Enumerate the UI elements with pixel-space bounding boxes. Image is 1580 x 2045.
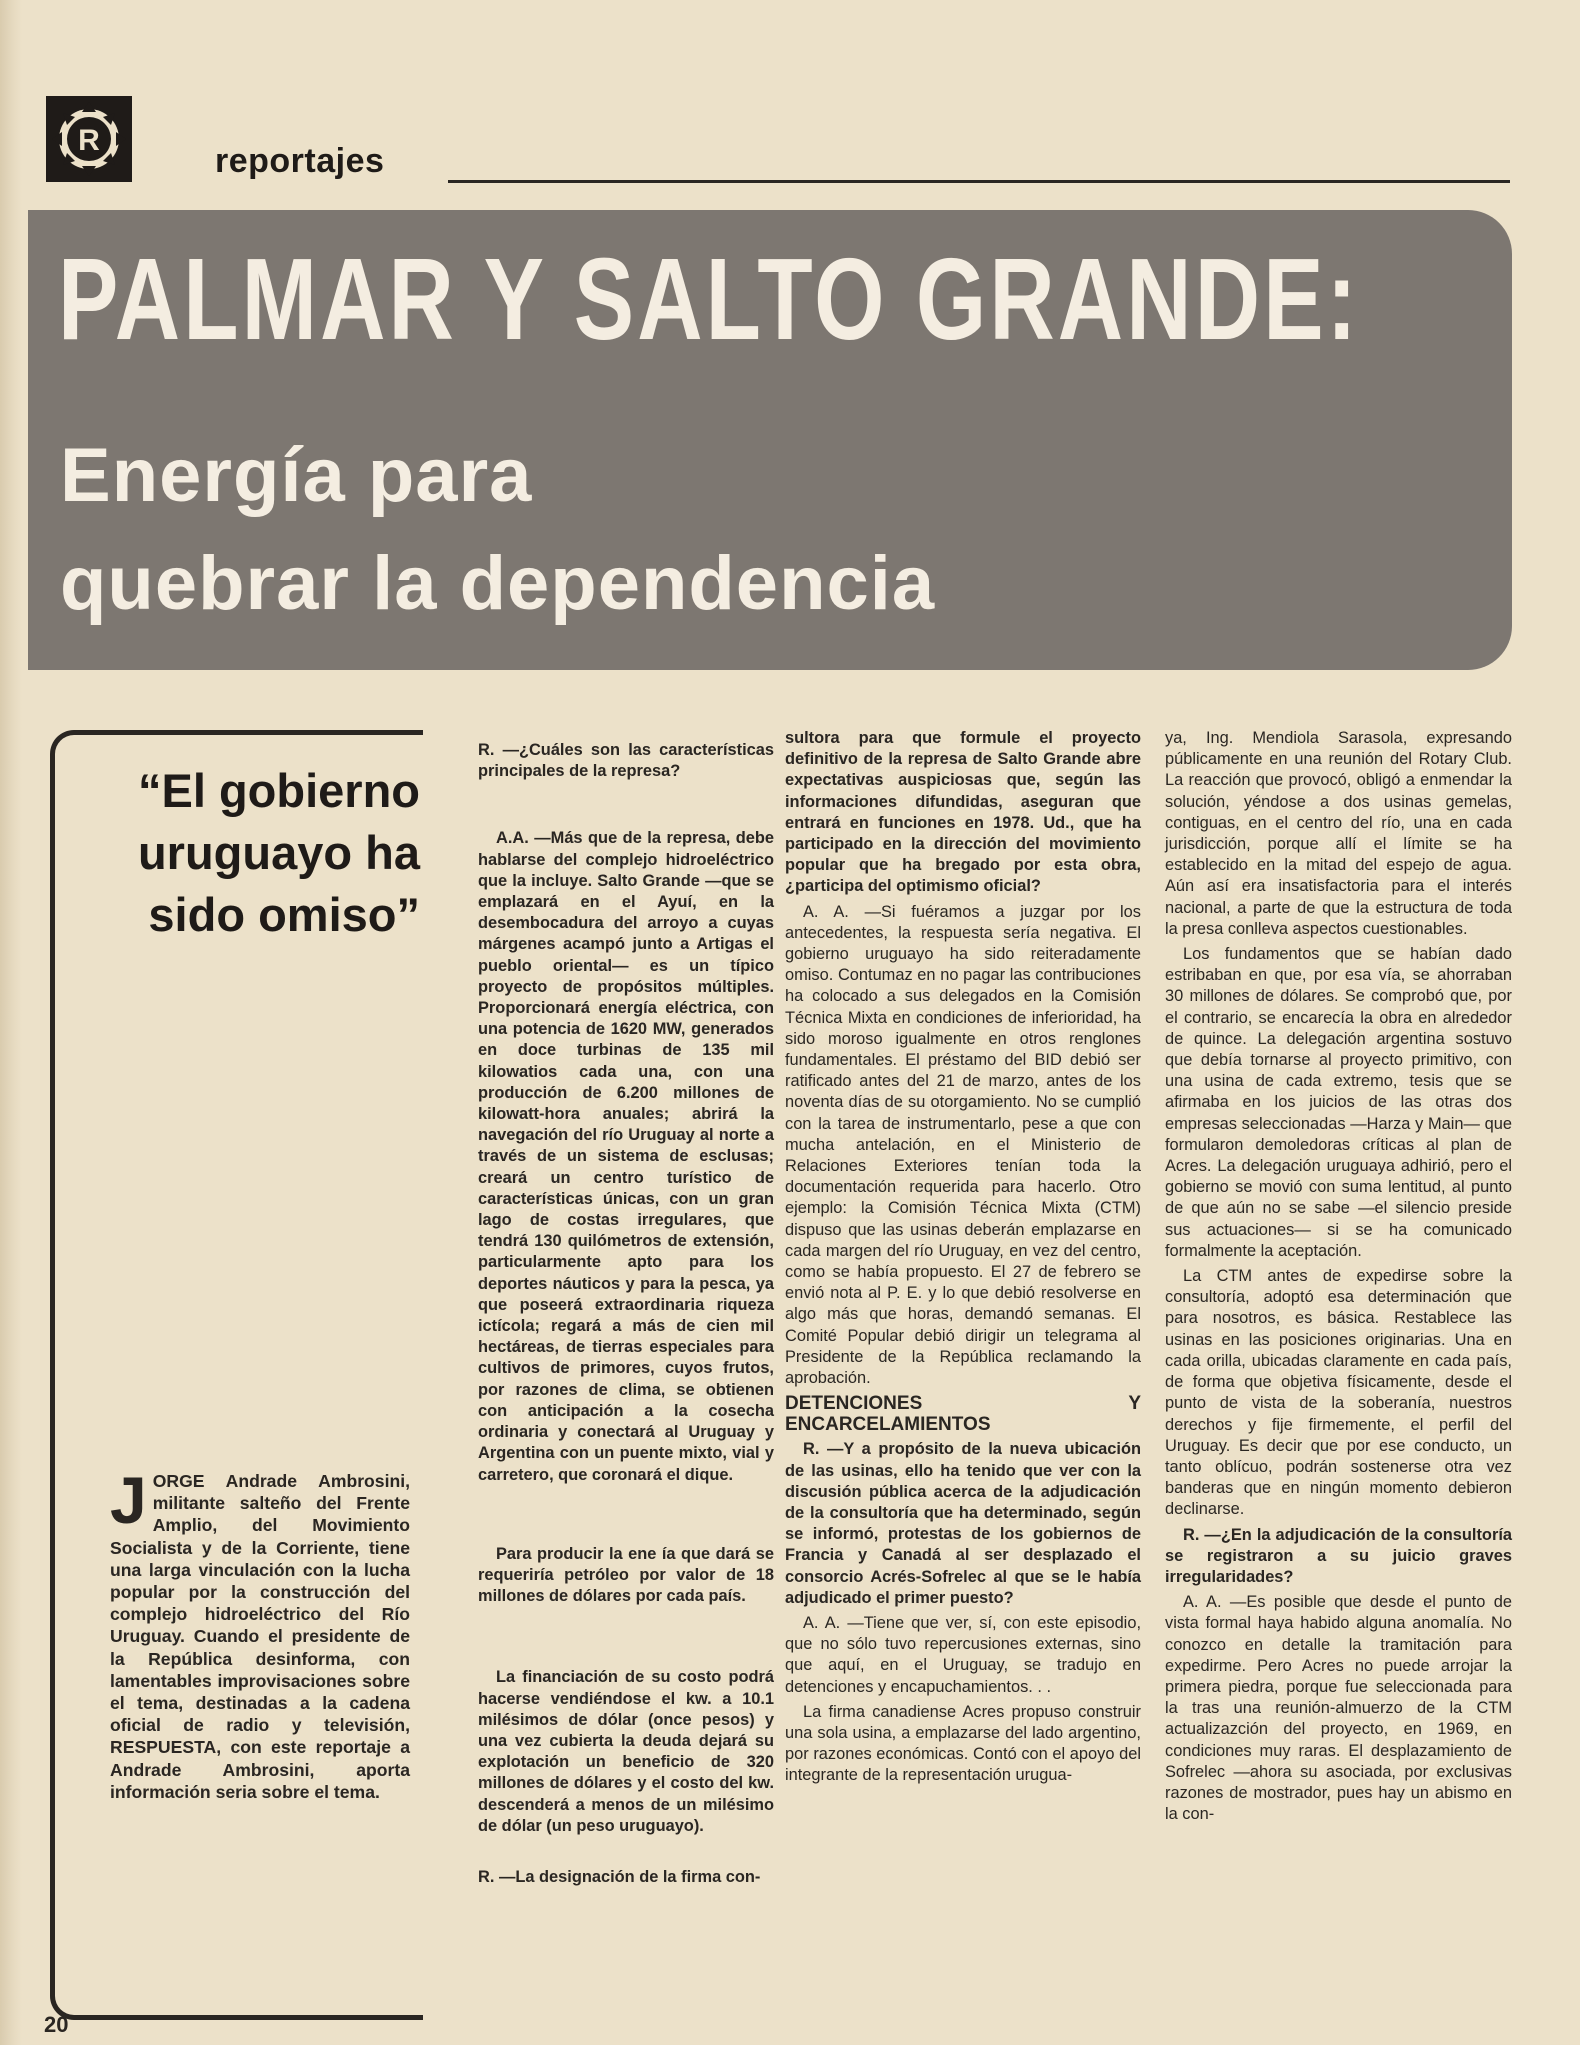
section-subtitle: DETENCIONES Y ENCARCELAMIENTOS (785, 1393, 1141, 1436)
question-1: R. —¿Cuáles son las características principales de la represa? (478, 741, 774, 781)
dropcap: J (110, 1463, 147, 1537)
logo-letter: R (78, 124, 100, 157)
page-number: 20 (44, 2012, 69, 2037)
column-2 (785, 728, 1141, 1791)
paragraph-ctm: La CTM antes de expedirse sobre la consultoría, adoptó esa determinación que para nosotros, es básica. Restablece las usinas en las posiciones originarias. Una en cada orilla, ubicadas claramente en cada país, de forma que objetiva físicamente, desde el punto de vista de la soberanía, nuestros derechos y fije firmemente, el perfil del Uruguay. Es decir que por ese conducto, un tanto oblícuo, podrán sostenerse otra vez banderas que en ningún momento debieron declinarse. (1165, 1267, 1512, 1519)
answer-1: A.A. —Más que de la represa, debe hablarse del complejo hidroeléctrico que la incluye. Salto Grande —que se emplazará en el Ayuí, en la desembocadura del arroyo a cuyas márgenes acampó junto a Artigas el pueblo oriental— es un típico proyecto de propósitos múltiples. Proporcionará energía eléctrica, con una potencia de 1620 MW, generados en doce turbinas de 135 mil kilowatios cada una, con una producción de 6.200 millones de kilowatt-hora anuales; abrirá la navegación del río Uruguay al norte a través de un sistema de esclusas; creará un centro turístico de características únicas, con un gran lago de costas irregulares, que tendrá 130 quilómetros de extensión, particularmente apto para los deportes náuticos y para la pesca, ya que poseerá extraordinaria riqueza ictícola; regará a más de cien mil hectáreas, de tierras especiales para cultivos de primores, cuyos frutos, por razones de clima, se obtienen con anticipación a la cosecha ordinaria y conectará al Uruguay y Argentina con un puente mixto, vial y carretero, que coronará el dique. (478, 829, 774, 1484)
subheadline-line-1: Energía para (60, 433, 533, 518)
answer-1-petroleum: Para producir la ene ía que dará se requeriría petróleo por valor de 18 millones de dólares por cada país. (478, 1544, 774, 1606)
answer-4: A. A. —Es posible que desde el punto de vista formal haya habido alguna anomalía. No conozco en detalle la tramitación para expedirme. Pero Acres no puede arrojar la primera piedra, porque fue seleccionada para la tras una reunión-almuerzo de la CTM actualizazción del proyecto, en 1969, en condiciones muy raras. El desplazamiento de Sofrelec —ahora su asociada, por exclusivas razones de mostrador, pues hay un abismo en la con- (1165, 1593, 1512, 1824)
paragraph-fundamentos: Los fundamentos que se habían dado estribaban en que, por esa vía, se ahorraban 30 millones de dólares. Se comprobó que, por el contrario, se encarecía la obra en alrededor de quince. La delegación argentina sostuvo que debía tornarse al proyecto primitivo, con una usina de cada extremo, tesis que se afirmaba en los juicios de las otras dos empresas seleccionadas —Harza y Main— que formularon demoledoras críticas al plan de Acres. La delegación uruguaya adhirió, pero el gobierno se movió con suma lentitud, al punto de que aún no se sabe —el silencio preside sus actuaciones— si se ha comunicado formalmente la aceptación. (1165, 945, 1512, 1260)
headline: PALMAR Y SALTO GRANDE: (58, 234, 1360, 364)
magazine-logo-icon (46, 96, 132, 182)
section-label: reportajes (215, 142, 385, 180)
intro-text: ORGE Andrade Ambrosini, militante salteño del Frente Amplio, del Movimiento Socialista y de la Corriente, tiene una larga vinculación con la lucha popular por la construcción del complejo hidroeléctrico del Río Uruguay. Cuando el presidente de la República desinforma, con lamentables improvisaciones sobre el tema, destinadas a la cadena oficial de radio y televisión, RESPUESTA, con este reportaje a Andrade Ambrosini, aporta información seria sobre el tema. (110, 1471, 410, 1802)
answer-2: A. A. —Si fuéramos a juzgar por los antecedentes, la respuesta sería negativa. El gobierno uruguayo ha sido reiteradamente omiso. Contumaz en no pagar las contribuciones ha colocado a sus delegados en la Comisión Técnica Mixta en condiciones de inferioridad, ha sido moroso igualmente en otros renglones fundamentales. El préstamo del BID debió ser ratificado antes del 21 de marzo, antes de los noventa días de su otorgamiento. No se cumplió con la tarea de instrumentarlo, pese a que con mucha antelación, en el Ministerio de Relaciones Exteriores tenían toda la documentación requerida para hacerlo. Otro ejemplo: la Comisión Técnica Mixta (CTM) dispuso que las usinas deberán emplazarse en cada margen del río Uruguay, en vez del centro, como se había propuesto. El 27 de febrero se envió nota al P. E. y lo que debió resolverse en algo más que horas, demandó semanas. El Comité Popular debió dirigir un telegrama al Presidente de la República reclamando la aprobación. (785, 902, 1141, 1388)
question-4: R. —¿En la adjudicación de la consultoría se registraron a su juicio graves irregularidades? (1165, 1525, 1512, 1586)
pullquote: “El gobierno uruguayo ha sido omiso” (137, 764, 420, 941)
answer-3: A. A. —Tiene que ver, sí, con este episodio, que no sólo tuvo repercusiones externas, sino que aquí, en el Uruguay, se tradujo en detenciones y encapuchamientos. . . (785, 1613, 1141, 1696)
subheadline-line-2: quebrar la dependencia (60, 541, 936, 626)
column-3 (1165, 728, 1512, 1829)
question-2-start: R. —La designación de la firma con- (478, 1867, 761, 1886)
paragraph-continued: ya, Ing. Mendiola Sarasola, expresando públicamente en una reunión del Rotary Club. La reacción que provocó, obligó a enmendar la solución, yéndose a dos usinas gemelas, contiguas, en el centro del río, una en cada jurisdicción, porque allí el límite se ha establecido en la mitad del espejo de agua. Aún así era insatisfactoria para el interés nacional, a parte de que la estructura de toda la presa conlleva aspectos cuestionables. (1165, 729, 1512, 938)
page-edge (0, 0, 22, 2045)
question-3: R. —Y a propósito de la nueva ubicación de las usinas, ello ha tenido que ver con la discusión pública acerca de la adjudicación de la consultoría que ha determinado, según se informó, protestas de los gobiernos de Francia y Canadá al ser desplazado el consorcio Acrés-Sofrelec al que se le había adjudicado el primer puesto? (785, 1440, 1141, 1607)
question-2-continued: sultora para que formule el proyecto definitivo de la represa de Salto Grande abre expectativas auspiciosas que, según las informaciones difundidas, aseguran que entrará en funciones en 1978. Ud., que ha participado en la dirección del movimiento popular que ha bregado por esta obra, ¿participa del optimismo oficial? (785, 729, 1141, 896)
column-1 (478, 740, 774, 1892)
answer-3-acres: La firma canadiense Acres propuso construir una sola usina, a emplazarse del lado argentino, por razones económicas. Contó con el apoyo del integrante de la representación urugua- (785, 1702, 1141, 1785)
answer-1-financing: La financiación de su costo podrá hacerse vendiéndose el kw. a 10.1 milésimos de dólar (once pesos) y una vez cubierta la deuda dejará su explotación un beneficio de 320 millones de dólares y el costo del kw. descenderá a menos de un milésimo de dólar (un peso uruguayo). (478, 1668, 774, 1835)
section-rule (448, 180, 1510, 183)
intro-paragraph (110, 1463, 410, 1803)
